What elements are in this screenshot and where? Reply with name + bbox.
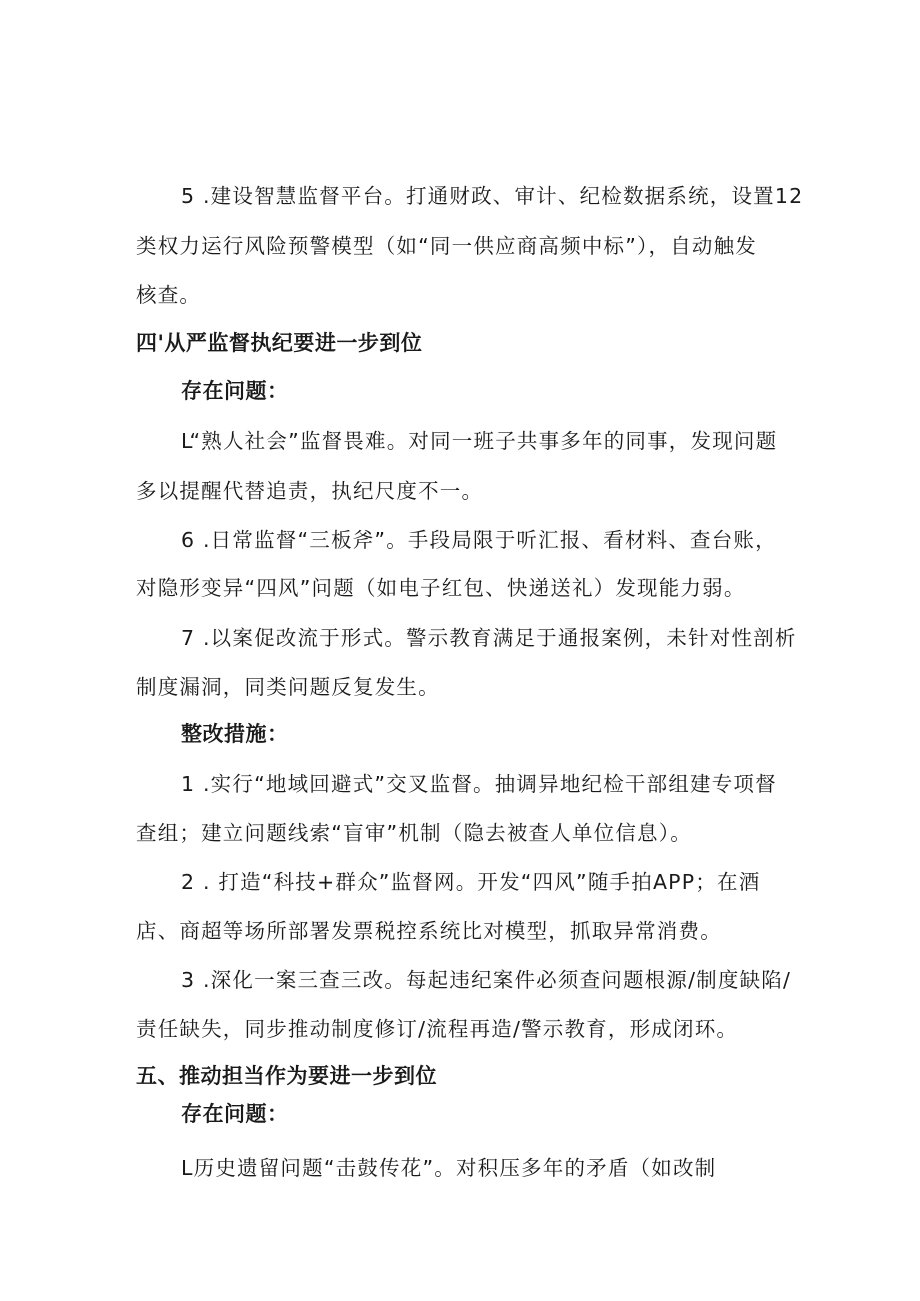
paragraph-line: 查组；建立问题线索“盲审”机制（隐去被查人单位信息）。	[136, 821, 692, 845]
paragraph-line: 多以提醒代替追责，执纪尺度不一。	[136, 479, 484, 503]
paragraph-line: 核查。	[136, 283, 202, 307]
subheading-measures: 整改措施：	[181, 722, 289, 746]
section-heading: 四'从严监督执纪要进一步到位	[136, 331, 423, 355]
paragraph-line: 7 .以案促改流于形式。警示教育满足于通报案例，未针对性剖析	[181, 626, 797, 650]
paragraph-line: 2 . 打造“科技+群众”监督网。开发“四风”随手拍APP；在酒	[181, 870, 761, 894]
paragraph-line: 店、商超等场所部署发票税控系统比对模型，抓取异常消费。	[136, 919, 722, 943]
paragraph-line: 对隐形变异“四风”问题（如电子红包、快递送礼）发现能力弱。	[136, 576, 746, 600]
subheading-problems: 存在问题：	[181, 1102, 289, 1126]
section-heading: 五、推动担当作为要进一步到位	[136, 1064, 437, 1088]
paragraph-line: L历史遗留问题“击鼓传花”。对积压多年的矛盾（如改制	[181, 1156, 717, 1180]
paragraph-line: 5 .建设智慧监督平台。打通财政、审计、纪检数据系统，设置12	[181, 184, 804, 208]
paragraph-line: 3 .深化一案三查三改。每起违纪案件必须查问题根源/制度缺陷/	[181, 968, 792, 992]
paragraph-line: 类权力运行风险预警模型（如“同一供应商高频中标”），自动触发	[136, 234, 757, 258]
paragraph-line: L“熟人社会”监督畏难。对同一班子共事多年的同事，发现问题	[181, 429, 778, 453]
paragraph-line: 1 .实行“地域回避式”交叉监督。抽调异地纪检干部组建专项督	[181, 772, 777, 796]
paragraph-line: 制度漏洞，同类问题反复发生。	[136, 675, 440, 699]
paragraph-line: 责任缺失，同步推动制度修订/流程再造/警示教育，形成闭环。	[136, 1017, 739, 1041]
paragraph-line: 6 .日常监督“三板斧”。手段局限于听汇报、看材料、查台账，	[181, 528, 777, 552]
subheading-problems: 存在问题：	[181, 379, 289, 403]
